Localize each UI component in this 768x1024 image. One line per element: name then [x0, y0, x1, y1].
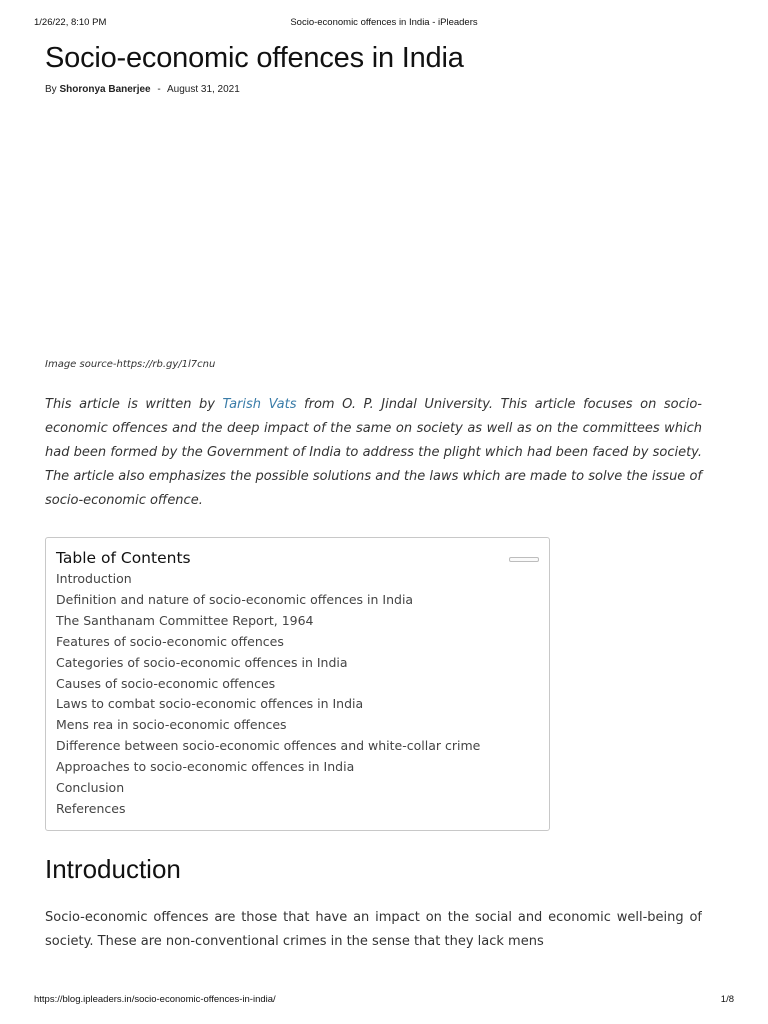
print-datetime: 1/26/22, 8:10 PM — [34, 17, 107, 28]
print-page-title: Socio-economic offences in India - iPleaders — [290, 17, 478, 28]
toc-item-mens-rea[interactable]: Mens rea in socio-economic offences — [56, 717, 287, 733]
byline-separator: - — [157, 84, 161, 95]
toc-item-difference[interactable]: Difference between socio-economic offences and white-collar crime — [56, 738, 481, 754]
page-number: 1/8 — [720, 994, 734, 1005]
toc-item-categories[interactable]: Categories of socio-economic offences in India — [56, 654, 348, 670]
intro-text-1: This article is written by — [45, 397, 223, 412]
toc-item-approaches[interactable]: Approaches to socio-economic offences in India — [56, 759, 355, 775]
intro-paragraph — [45, 393, 702, 513]
toc-item-causes[interactable]: Causes of socio-economic offences — [56, 675, 276, 691]
toc-toggle-icon[interactable] — [509, 557, 539, 562]
image-caption: Image source-https://rb.gy/1l7cnu — [45, 359, 216, 370]
byline — [45, 84, 702, 95]
print-footer — [34, 994, 734, 1008]
toc-item-definition[interactable]: Definition and nature of socio-economic offences in India — [56, 591, 414, 607]
toc-item-references[interactable]: References — [56, 800, 126, 816]
section-heading-introduction: Introduction — [45, 853, 181, 884]
article-title: Socio-economic offences in India — [45, 42, 464, 74]
table-of-contents — [45, 537, 550, 831]
toc-item-santhanam-report[interactable]: The Santhanam Committee Report, 1964 — [56, 612, 314, 628]
author-profile-link[interactable]: Tarish Vats — [222, 397, 297, 412]
intro-text-2: from O. P. Jindal University. This article focuses on socio-economic offences and the deep impact of the same on society as well as on the committees which had been formed by the Government of India to address the plight which had been faced by society. The article also emphasizes the possible solutions and the laws which are made to solve the issue of socio-economic offence. — [45, 397, 702, 508]
toc-title: Table of Contents — [56, 549, 191, 567]
toc-item-laws[interactable]: Laws to combat socio-economic offences in India — [56, 696, 364, 712]
toc-item-features[interactable]: Features of socio-economic offences — [56, 633, 284, 649]
byline-prefix: By — [45, 84, 57, 95]
toc-item-conclusion[interactable]: Conclusion — [56, 780, 125, 796]
toc-list — [56, 569, 539, 820]
toc-item-introduction[interactable]: Introduction — [56, 571, 132, 586]
print-header — [34, 17, 734, 31]
article — [45, 40, 702, 967]
author-link[interactable]: Shoronya Banerjee — [59, 84, 151, 95]
introduction-paragraph: Socio-economic offences are those that have an impact on the social and economic well-being of society. These are non-conventional crimes in the sense that they lack mens — [45, 909, 702, 949]
publish-date: August 31, 2021 — [166, 84, 240, 95]
print-url: https://blog.ipleaders.in/socio-economic-offences-in-india/ — [34, 994, 276, 1005]
featured-image-placeholder — [45, 95, 702, 359]
